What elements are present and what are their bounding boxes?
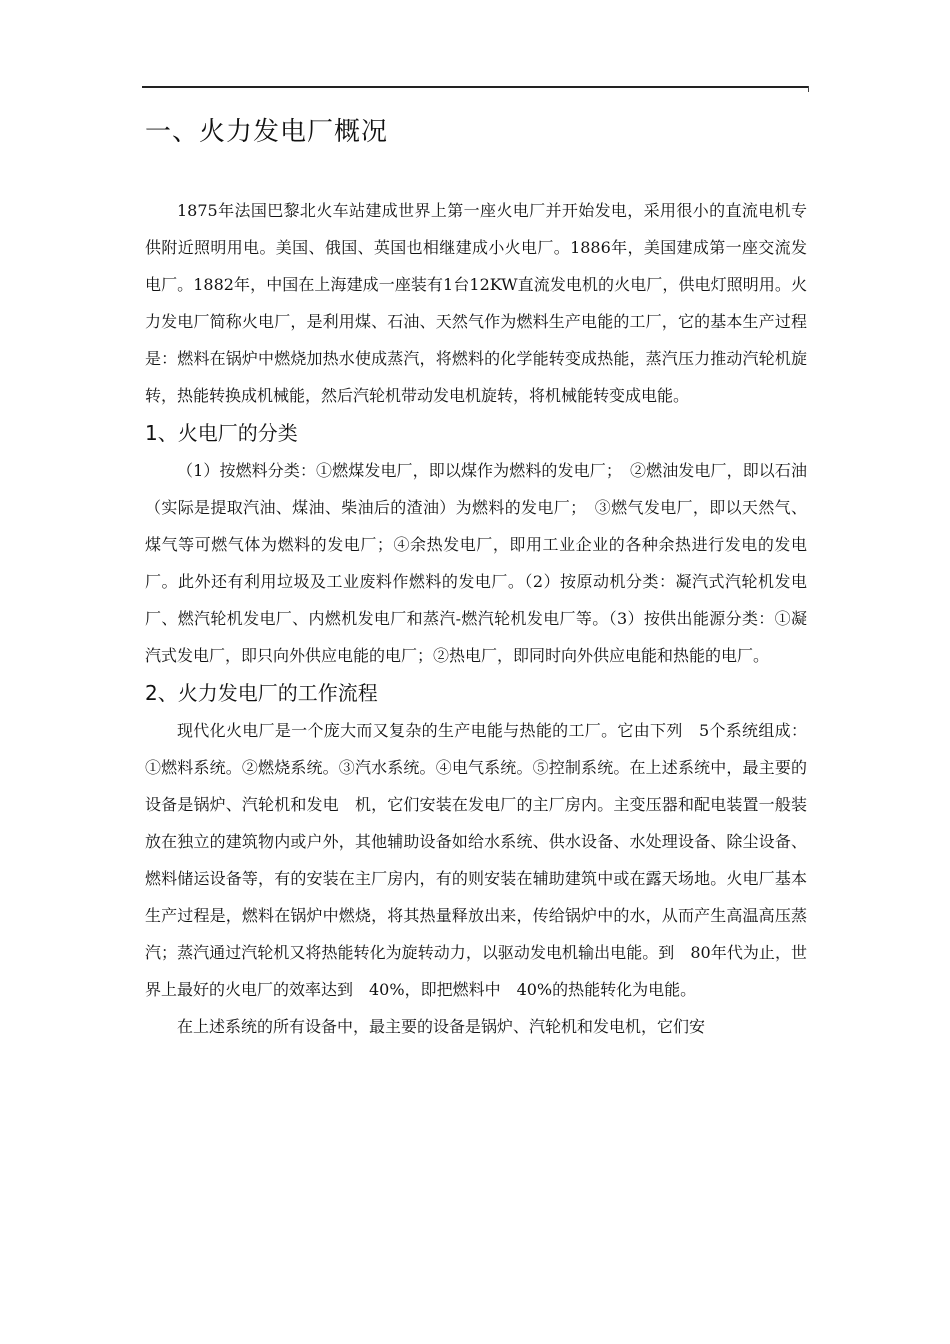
page-title: 一、火力发电厂概况 xyxy=(145,117,389,147)
header-rule xyxy=(142,86,808,88)
intro-paragraph: 1875年法国巴黎北火车站建成世界上第一座火电厂并开始发电，采用很小的直流电机专供附近照明用电。美国、俄国、英国也相继建成小火电厂。1886年，美国建成第一座交流发电厂。1882年，中国在上海建成一座装有1台12KW直流发电机的火电厂，供电灯照明用。火力发电厂简称火电厂，是利用煤、石油、天然气作为燃料生产电能的工厂，它的基本生产过程是：燃料在锅炉中燃烧加热水使成蒸汽，将燃料的化学能转变成热能，蒸汽压力推动汽轮机旋转，热能转换成机械能，然后汽轮机带动发电机旋转，将机械能转变成电能。 xyxy=(145,201,807,405)
workflow-paragraph: 现代化火电厂是一个庞大而又复杂的生产电能与热能的工厂。它由下列 5个系统组成：①燃料系统。②燃烧系统。③汽水系统。④电气系统。⑤控制系统。在上述系统中，最主要的设备是锅炉、汽轮机和发电 机，它们安装在发电厂的主厂房内。主变压器和配电装置一般装放在独立的建筑物内或户外，其他辅助设备如给水系统、供水设备、水处理设备、除尘设备、燃料储运设备等，有的安装在主厂房内，有的则安装在辅助建筑中或在露天场地。火电厂基本生产过程是，燃料在锅炉中燃烧，将其热量释放出来，传给锅炉中的水，从而产生高温高压蒸汽；蒸汽通过汽轮机又将热能转化为旋转动力，以驱动发电机输出电能。到 80年代为止，世界上最好的火电厂的效率达到 40%，即把燃料中 40%的热能转化为电能。 xyxy=(145,721,807,999)
header-rule-tick xyxy=(808,86,809,92)
document-body xyxy=(145,110,807,1045)
section-heading-classification: 1、火电厂的分类 xyxy=(145,421,298,445)
title-spacer xyxy=(145,154,807,192)
workflow-paragraph-continued: 在上述系统的所有设备中，最主要的设备是锅炉、汽轮机和发电机，它们安 xyxy=(177,1017,706,1036)
section-heading-workflow: 2、火力发电厂的工作流程 xyxy=(145,681,378,705)
classification-paragraph: （1）按燃料分类：①燃煤发电厂，即以煤作为燃料的发电厂； ②燃油发电厂，即以石油（实际是提取汽油、煤油、柴油后的渣油）为燃料的发电厂； ③燃气发电厂，即以天然气、煤气等可燃气体为燃料的发电厂；④余热发电厂，即用工业企业的各种余热进行发电的发电厂。此外还有利用垃圾及工业废料作燃料的发电厂。（2）按原动机分类：凝汽式汽轮机发电厂、燃汽轮机发电厂、内燃机发电厂和蒸汽-燃汽轮机发电厂等。（3）按供出能源分类：①凝汽式发电厂，即只向外供应电能的电厂；②热电厂，即同时向外供应电能和热能的电厂。 xyxy=(145,461,807,665)
